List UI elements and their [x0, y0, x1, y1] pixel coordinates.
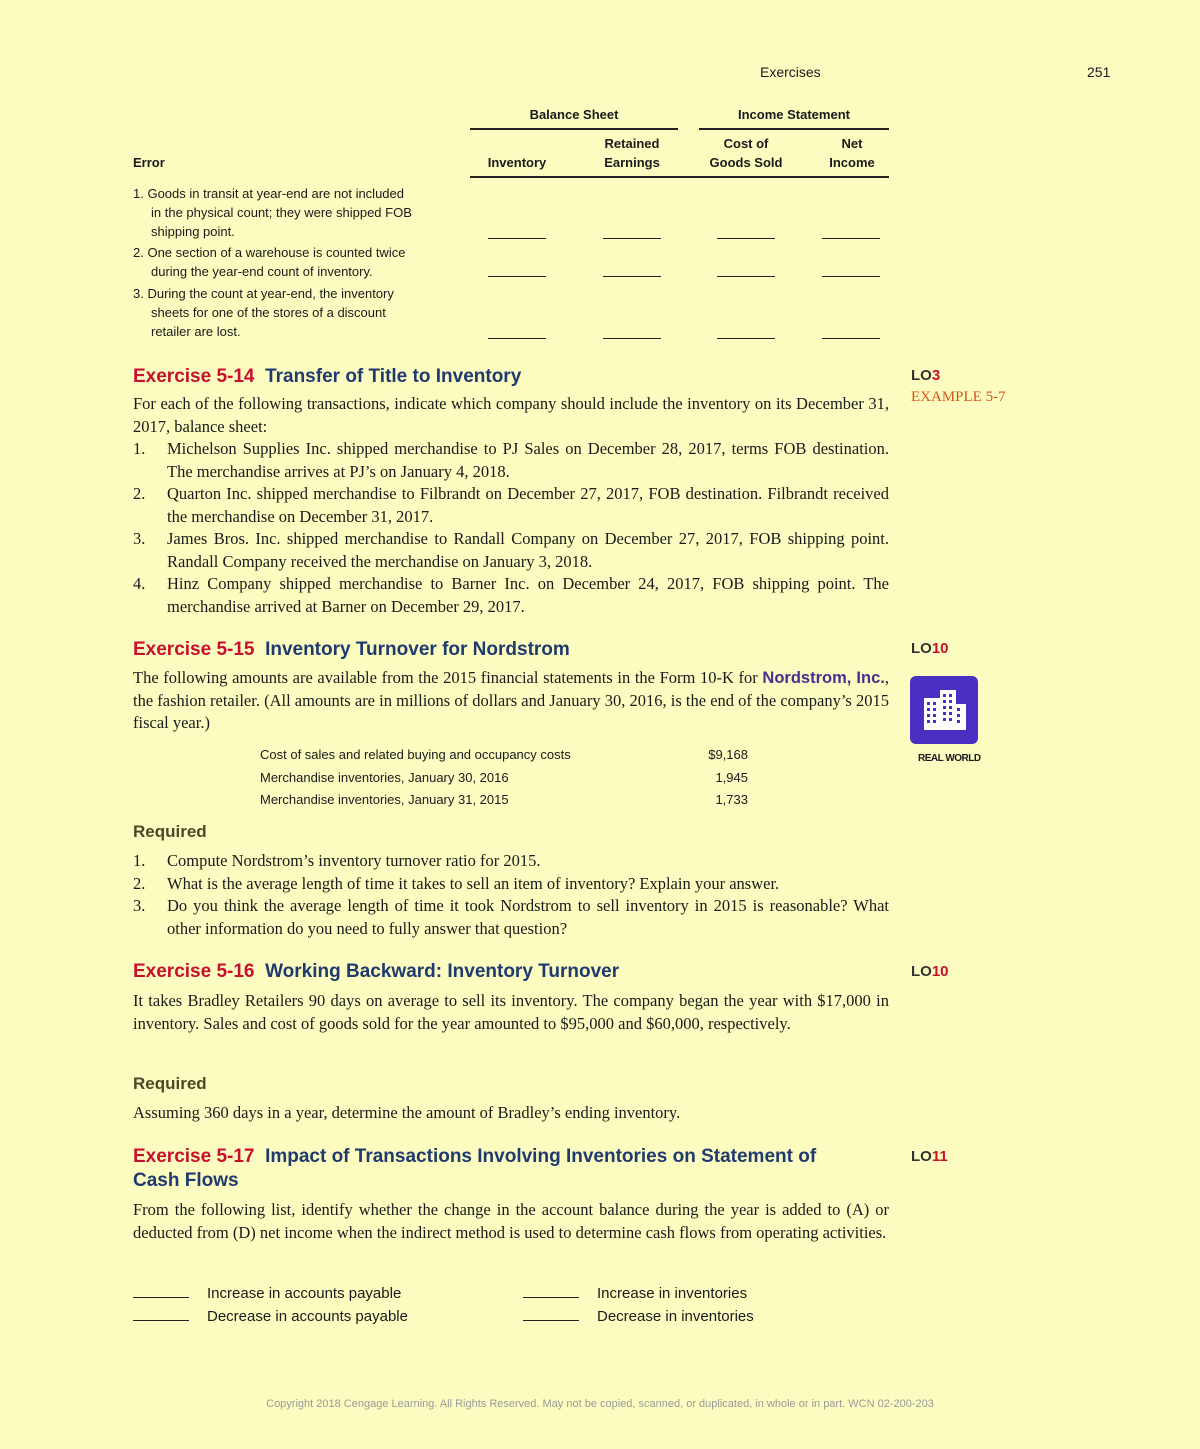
copyright-footer: Copyright 2018 Cengage Learning. All Rights Reserved. May not be copied, scanned, or duplicated, in whole or in part. WCN 02-200-203: [266, 1398, 934, 1410]
learning-objective: [911, 640, 949, 657]
exercise-intro: From the following list, identify whether the change in the account balance during the year is added to (A) or deducted from (D) net income when the indirect method is used to determine cash flows from operating activities.: [133, 1200, 889, 1242]
question-list: [133, 850, 889, 940]
lo-number: 10: [931, 963, 949, 980]
required-heading: Required: [133, 1074, 207, 1093]
row-line: in the physical count; they were shipped FOB: [151, 205, 412, 220]
exercise-number: Exercise 5-17: [133, 1146, 255, 1167]
answer-blank[interactable]: [133, 1287, 189, 1298]
building-glyph: [910, 676, 978, 744]
row-line: retailer are lost.: [151, 324, 241, 339]
data-value: 1,945: [715, 769, 748, 785]
answer-blank[interactable]: [488, 238, 546, 239]
row-line: 2. One section of a warehouse is counted twice: [133, 245, 406, 260]
exercise-body: [133, 393, 889, 618]
lo-prefix: LO: [911, 367, 932, 384]
list-item: [133, 1283, 408, 1306]
lo-prefix: LO: [911, 1148, 932, 1165]
header-bottom-rule: [470, 176, 889, 178]
lo-number: 3: [931, 367, 941, 384]
data-row: [260, 789, 760, 812]
exercise-intro: [133, 667, 889, 735]
row-line: 1. Goods in transit at year-end are not included: [133, 186, 404, 201]
item-text: Compute Nordstrom’s inventory turnover ratio for 2015.: [167, 851, 541, 870]
col-header-net-income: [818, 134, 886, 172]
exercise-title: [133, 365, 521, 389]
item-number: 3.: [133, 896, 146, 915]
answer-blank[interactable]: [133, 1310, 189, 1321]
exercise-name: Transfer of Title to Inventory: [265, 366, 522, 387]
cash-flow-list-right: [523, 1283, 754, 1328]
company-name: Nordstrom, Inc.: [762, 669, 885, 687]
data-label: Cost of sales and related buying and occupancy costs: [260, 747, 571, 762]
list-item: [133, 895, 889, 940]
real-world-label: REAL WORLD: [918, 753, 981, 764]
table-row: [133, 243, 463, 281]
answer-blank[interactable]: [603, 238, 661, 239]
item-number: 1.: [133, 439, 146, 458]
answer-blank[interactable]: [717, 238, 775, 239]
item-text: Hinz Company shipped merchandise to Barner Inc. on December 24, 2017, FOB shipping point. The merchandise arrived at Barner on December 29, 2017.: [167, 574, 889, 616]
exercise-number: Exercise 5-16: [133, 961, 255, 982]
answer-blank[interactable]: [523, 1310, 579, 1321]
list-item: [133, 850, 889, 873]
item-number: 1.: [133, 851, 146, 870]
answer-blank[interactable]: [488, 338, 546, 339]
learning-objective: [911, 963, 949, 980]
exercise-title: [133, 1145, 833, 1193]
intro-text: The following amounts are available from the 2015 financial statements in the Form 10-K for: [133, 668, 763, 687]
item-number: 4.: [133, 574, 146, 593]
col-header-line: Retained: [604, 136, 660, 151]
col-header-line: Goods Sold: [709, 155, 783, 170]
answer-blank[interactable]: [603, 276, 661, 277]
answer-blank[interactable]: [523, 1287, 579, 1298]
item-number: 2.: [133, 484, 146, 503]
group-rule: [470, 128, 678, 130]
data-label: Merchandise inventories, January 30, 2016: [260, 769, 509, 785]
row-line: shipping point.: [151, 224, 235, 239]
list-item: [523, 1283, 754, 1306]
building-icon: [910, 676, 978, 744]
exercise-name: Inventory Turnover for Nordstrom: [265, 639, 570, 660]
item-text: Increase in inventories: [597, 1285, 748, 1302]
row-line: sheets for one of the stores of a discount: [151, 305, 386, 320]
data-row: [260, 744, 760, 767]
financial-data-table: [260, 744, 760, 812]
list-item: [133, 573, 889, 618]
list-item: [133, 873, 889, 896]
item-text: Do you think the average length of time it took Nordstrom to sell inventory in 2015 is reasonable? What other information do you need to fully answer that question?: [167, 896, 889, 938]
answer-blank[interactable]: [717, 276, 775, 277]
col-header-retained-earnings: [592, 134, 672, 172]
item-text: James Bros. Inc. shipped merchandise to Randall Company on December 27, 2017, FOB shipping point. Randall Company received the merchandise on January 3, 2018.: [167, 529, 889, 571]
answer-blank[interactable]: [822, 238, 880, 239]
row-line: during the year-end count of inventory.: [151, 264, 373, 279]
col-header-error: Error: [133, 155, 165, 170]
required-list: [133, 850, 889, 940]
exercise-body: [133, 990, 889, 1035]
item-text: Increase in accounts payable: [207, 1285, 402, 1302]
group-rule: [699, 128, 889, 130]
exercise-intro: It takes Bradley Retailers 90 days on average to sell its inventory. The company began the year with $17,000 in inventory. Sales and cost of goods sold for the year amounted to $95,000 and $60,000, respectively.: [133, 991, 889, 1033]
data-row: [260, 767, 760, 790]
list-item: [133, 1306, 408, 1329]
row-line: 3. During the count at year-end, the inventory: [133, 286, 394, 301]
required-heading: Required: [133, 822, 207, 841]
col-header-line: Income: [829, 155, 875, 170]
col-header-line: Cost of: [723, 136, 769, 151]
lo-prefix: LO: [911, 640, 932, 657]
learning-objective: [911, 1148, 948, 1165]
example-link[interactable]: EXAMPLE 5-7: [911, 389, 1006, 405]
answer-blank[interactable]: [488, 276, 546, 277]
item-text: Decrease in inventories: [597, 1307, 754, 1325]
transaction-list: [133, 438, 889, 618]
list-item: [133, 483, 889, 528]
list-item: [133, 528, 889, 573]
learning-objective: [911, 367, 940, 384]
exercise-number: Exercise 5-14: [133, 366, 255, 387]
data-value: 1,733: [715, 792, 748, 807]
lo-number: 11: [931, 1148, 948, 1165]
item-text: What is the average length of time it takes to sell an item of inventory? Explain your answer.: [167, 873, 780, 893]
col-header-cogs: [700, 134, 792, 172]
answer-blank[interactable]: [717, 338, 775, 339]
lo-prefix: LO: [911, 963, 932, 980]
answer-blank[interactable]: [822, 276, 880, 277]
required-text: [133, 1102, 889, 1125]
item-text: Quarton Inc. shipped merchandise to Filbrandt on December 27, 2017, FOB destination. Filbrandt received the merchandise on December 31, 2017.: [167, 484, 889, 526]
exercise-body: [133, 1199, 889, 1244]
exercise-body: [133, 667, 889, 735]
cash-flow-list-left: [133, 1283, 408, 1328]
exercise-name: Impact of Transactions Involving Inventories on Statement of Cash Flows: [133, 1146, 817, 1191]
col-header-inventory: Inventory: [487, 155, 547, 170]
answer-blank[interactable]: [603, 338, 661, 339]
exercise-title: [133, 960, 619, 984]
data-value: $9,168: [708, 747, 748, 762]
intro-text: , the fashion retailer. (All amounts are in millions of dollars and January 30, 2016, is the end of the company’s 2015 fiscal year.): [133, 668, 889, 732]
exercise-intro: For each of the following transactions, indicate which company should include the inventory on its December 31, 2017, balance sheet:: [133, 394, 889, 436]
lo-number: 10: [931, 640, 949, 657]
data-label: Merchandise inventories, January 31, 2015: [260, 792, 509, 807]
item-text: Michelson Supplies Inc. shipped merchandise to PJ Sales on December 28, 2017, terms FOB destination. The merchandise arrives at PJ’s on January 4, 2018.: [167, 439, 889, 481]
required-body: Assuming 360 days in a year, determine the amount of Bradley’s ending inventory.: [133, 1103, 681, 1122]
table-row: [133, 284, 463, 341]
group-header-balance-sheet: Balance Sheet: [529, 107, 619, 122]
item-number: 2.: [133, 873, 146, 893]
list-item: [523, 1306, 754, 1329]
list-item: [133, 438, 889, 483]
exercise-name: Working Backward: Inventory Turnover: [265, 961, 620, 982]
group-header-income-statement: Income Statement: [738, 107, 850, 122]
col-header-line: Earnings: [604, 155, 660, 170]
item-number: 3.: [133, 529, 146, 548]
table-row: [133, 184, 463, 241]
running-head: Exercises: [760, 64, 821, 80]
col-header-line: Net: [841, 136, 863, 151]
exercise-title: [133, 638, 570, 662]
item-text: Decrease in accounts payable: [207, 1307, 408, 1325]
exercise-number: Exercise 5-15: [133, 639, 255, 660]
answer-blank[interactable]: [822, 338, 880, 339]
page-number: 251: [1087, 64, 1111, 80]
